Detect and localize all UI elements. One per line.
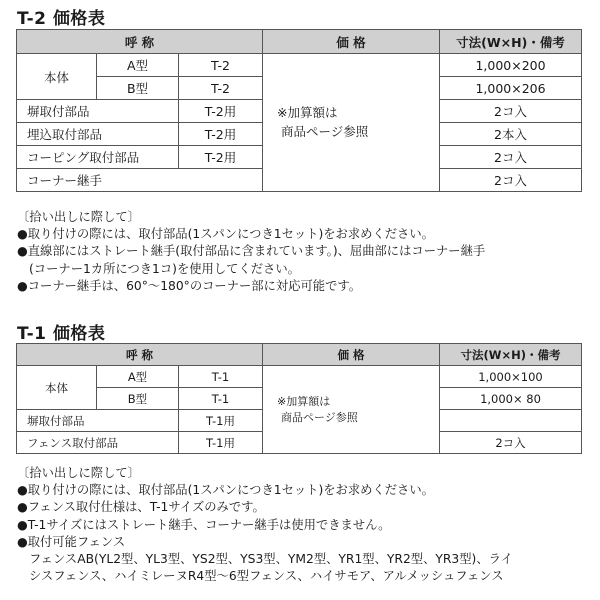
t1-part-dim: 2コ入 [440,432,582,454]
t1-row-dim: 1,000×100 [440,366,582,388]
t2-notes [17,209,597,295]
t1-header-dim: 寸法(W×H)・備考 [440,344,582,366]
t1-note-line: ●取り付けの際には、取付部品(1スパンにつき1セット)をお求めください。 [17,483,434,498]
t2-part-name: コーピング取付部品 [17,146,179,169]
t1-part-dim [440,410,582,432]
t1-part-model: T-1用 [179,432,263,454]
t2-part-dim: 2コ入 [440,146,582,169]
t2-header-dim: 寸法(W×H)・備考 [440,30,582,54]
t2-body-label: 本体 [17,54,97,100]
t1-header-price: 価 格 [263,344,440,366]
t1-row-type: B型 [97,388,179,410]
t2-row-dim: 1,000×200 [440,54,582,77]
t1-part-name: 塀取付部品 [17,410,179,432]
t1-price-table-title: T-1 価格表 [17,324,106,344]
t2-price-note-line: ※加算額は [277,105,338,121]
t1-part-model: T-1用 [179,410,263,432]
t1-row-model: T-1 [179,388,263,410]
t2-part-dim: 2コ入 [440,100,582,123]
t1-body-label: 本体 [17,366,97,410]
t2-part-model: T-2用 [179,146,263,169]
t2-header-price: 価 格 [263,30,440,54]
t2-part-name: コーナー継手 [17,169,263,192]
t2-part-dim: 2本入 [440,123,582,146]
t2-row-type: A型 [97,54,179,77]
t2-note-line: ●コーナー継手は、60°〜180°のコーナー部に対応可能です。 [17,278,361,293]
t1-price-note-line: 商品ページ参照 [281,410,358,424]
t2-row-dim: 1,000×206 [440,77,582,100]
t2-header-row [17,30,582,54]
table-row [17,54,582,77]
t2-row-type: B型 [97,77,179,100]
t1-row-dim: 1,000× 80 [440,388,582,410]
t2-note-line: ●直線部にはストレート継手(取付部品に含まれています。)、屈曲部にはコーナー継手 [17,244,486,259]
t1-row-type: A型 [97,366,179,388]
t1-price-note [263,366,440,454]
t2-part-model: T-2用 [179,100,263,123]
t2-row-model: T-2 [179,77,263,100]
t2-note-line: (コーナー1カ所につき1コ)を使用してください。 [29,261,300,276]
t1-note-line: ●T-1サイズにはストレート継手、コーナー継手は使用できません。 [17,517,391,532]
t1-note-line: フェンスAB(YL2型、YL3型、YS2型、YS3型、YM2型、YR1型、YR2型、YR3型)、ライ [29,552,513,567]
t1-note-line: ●取付可能フェンス [17,534,126,549]
t2-price-table [16,29,582,192]
t2-price-table-title: T-2 価格表 [17,9,106,29]
t2-row-model: T-2 [179,54,263,77]
t1-note-line: 〔拾い出しに際して〕 [17,466,140,480]
t1-header-name: 呼 称 [17,344,263,366]
t2-part-dim: 2コ入 [440,169,582,192]
t1-part-name: フェンス取付部品 [17,432,179,454]
t1-price-note-line: ※加算額は [277,394,331,408]
t1-note-line: ●フェンス取付仕様は、T-1サイズのみです。 [17,500,265,515]
t1-price-table [16,343,582,454]
t2-part-name: 塀取付部品 [17,100,179,123]
table-row [17,366,582,388]
t2-header-name: 呼 称 [17,30,263,54]
t2-part-name: 埋込取付部品 [17,123,179,146]
t2-price-note [263,54,440,192]
t2-part-model: T-2用 [179,123,263,146]
t1-row-model: T-1 [179,366,263,388]
t1-header-row [17,344,582,366]
t1-notes [17,465,597,585]
t2-note-line: 〔拾い出しに際して〕 [17,210,140,224]
t1-note-line: シスフェンス、ハイミレーヌR4型〜6型フェンス、ハイサモア、アルメッシュフェンス [29,569,504,584]
t2-price-note-line: 商品ページ参照 [281,123,369,139]
t2-note-line: ●取り付けの際には、取付部品(1スパンにつき1セット)をお求めください。 [17,227,434,242]
